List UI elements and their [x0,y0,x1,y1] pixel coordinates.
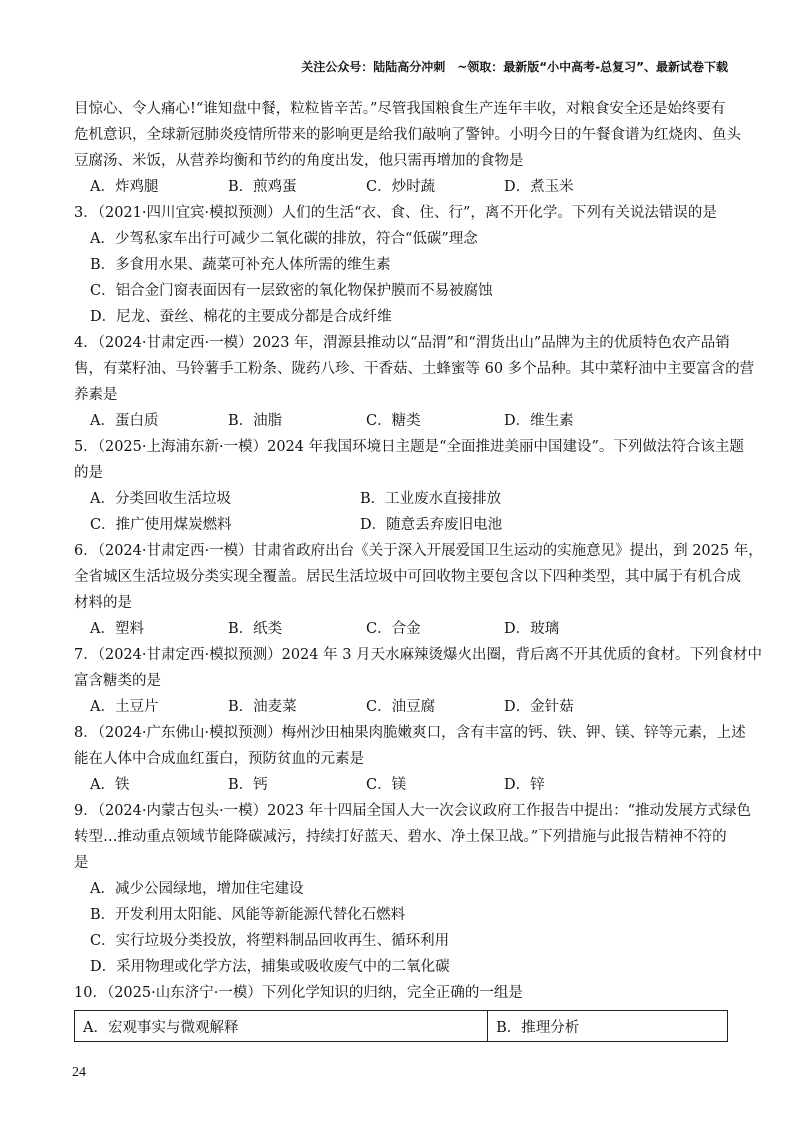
option-b[interactable]: B．开发利用太阳能、风能等新能源代替化石燃料 [90,907,406,923]
option-c[interactable]: C．铝合金门窗表面因有一层致密的氧化物保护膜而不易被腐蚀 [90,283,493,299]
option-d[interactable]: D．金针菇 [504,699,574,715]
option-d[interactable]: D．随意丢弃废旧电池 [360,517,503,533]
options-row [74,772,728,798]
option-a[interactable]: A．土豆片 [90,699,159,715]
option-b[interactable]: B．纸类 [228,621,283,637]
options-row [74,486,728,512]
question-5 [74,434,744,538]
option-c[interactable]: C．炒时蔬 [366,179,436,195]
option-d[interactable]: D．采用物理或化学方法，捕集或吸收废气中的二氧化碳 [90,959,450,975]
question-text-line: 6．（2024·甘肃定西·一模）甘肃省政府出台《关于深入开展爱国卫生运动的实施意见》提出，到 2025 年， [74,543,763,559]
question-text-line: 危机意识，全球新冠肺炎疫情所带来的影响更是给我们敲响了警钟。小明今日的午餐食谱为红烧肉、鱼头 [74,127,741,143]
options-row [74,512,728,538]
option-c[interactable]: C．油豆腐 [366,699,436,715]
question-6 [74,538,763,642]
option-c[interactable]: C．糖类 [366,413,421,429]
question-text-line: 4．（2024·甘肃定西·一模）2023 年，渭源县推动以“品渭”和“渭货出山”品牌为主的优质特色农产品销 [74,335,730,351]
question-text-line: 转型…推动重点领域节能降碳减污，持续打好蓝天、碧水、净土保卫战。”下列措施与此报告精神不符的 [74,829,727,845]
option-a[interactable]: A．蛋白质 [90,413,159,429]
table-cell-b[interactable]: B．推理分析 [488,1011,728,1042]
question-10 [74,980,728,1042]
option-d[interactable]: D．锌 [504,777,545,793]
page-header: 关注公众号：陆陆高分冲刺 ~领取：最新版“小中高考-总复习”、最新试卷下载 [301,60,728,74]
option-c[interactable]: C．推广使用煤炭燃料 [90,517,232,533]
exam-content [74,96,763,1042]
option-a[interactable]: A．少驾私家车出行可减少二氧化碳的排放，符合“低碳”理念 [90,231,478,247]
question-text-line: 富含糖类的是 [74,673,161,689]
table-cell-a[interactable]: A．宏观事实与微观解释 [75,1011,488,1042]
option-d[interactable]: D．玻璃 [504,621,560,637]
option-c[interactable]: C．合金 [366,621,421,637]
question-text-line: 售，有菜籽油、马铃薯手工粉条、陇药八珍、干香菇、土蜂蜜等 60 多个品种。其中菜籽油中主要富含的营 [74,361,755,377]
option-a[interactable]: A．分类回收生活垃圾 [90,491,231,507]
option-b[interactable]: B．油脂 [228,413,283,429]
question-text-line: 5．（2025·上海浦东新·一模）2024 年我国环境日主题是“全面推进美丽中国建设”。下列做法符合该主题 [74,439,744,455]
option-b[interactable]: B．煎鸡蛋 [228,179,297,195]
question-9 [74,798,752,980]
option-b[interactable]: B．多食用水果、蔬菜可补充人体所需的维生素 [90,257,391,273]
question-3 [74,200,728,330]
question-8 [74,720,746,798]
option-b[interactable]: B．钙 [228,777,268,793]
options-row [74,408,728,434]
option-a[interactable]: A．减少公园绿地，增加住宅建设 [90,881,304,897]
question-4 [74,330,755,434]
option-d[interactable]: D．煮玉米 [504,179,574,195]
option-a[interactable]: A．铁 [90,777,130,793]
options-row [74,174,728,200]
option-a[interactable]: A．塑料 [90,621,144,637]
table-row [75,1011,728,1042]
question-text-line: 7．（2024·甘肃定西·模拟预测）2024 年 3 月天水麻辣烫爆火出圈，背后离不开其优质的食材。下列食材中 [74,647,763,663]
option-c[interactable]: C．镁 [366,777,407,793]
question-text-line: 能在人体中合成血红蛋白，预防贫血的元素是 [74,751,364,767]
option-c[interactable]: C．实行垃圾分类投放，将塑料制品回收再生、循环利用 [90,933,450,949]
option-a[interactable]: A．炸鸡腿 [90,179,159,195]
question-text-line: 10．（2025·山东济宁·一模）下列化学知识的归纳，完全正确的一组是 [74,985,523,1001]
question-text-line: 3．（2021·四川宜宾·模拟预测）人们的生活“衣、食、住、行”，离不开化学。下列有关说法错误的是 [74,205,717,221]
option-d[interactable]: D．尼龙、蚕丝、棉花的主要成分都是合成纤维 [90,309,392,325]
question-text-line: 材料的是 [74,595,132,611]
question-text-line: 目惊心、令人痛心!“谁知盘中餐，粒粒皆辛苦。”尽管我国粮食生产连年丰收，对粮食安全还是始终要有 [74,101,726,117]
options-row [74,616,728,642]
question-text-line: 豆腐汤、米饭，从营养均衡和节约的角度出发，他只需再增加的食物是 [74,153,524,169]
page-number: 24 [72,1065,86,1080]
question-text-line: 养素是 [74,387,118,403]
question-text-line: 9．（2024·内蒙古包头·一模）2023 年十四届全国人大一次会议政府工作报告中提出：“推动发展方式绿色 [74,803,752,819]
question-7 [74,642,763,720]
question-text-line: 8．（2024·广东佛山·模拟预测）梅州沙田柚果肉脆嫩爽口，含有丰富的钙、铁、钾、镁、锌等元素，上述 [74,725,746,741]
option-b[interactable]: B．工业废水直接排放 [360,491,502,507]
question-2-continued [74,96,741,200]
question-text-line: 全省城区生活垃圾分类实现全覆盖。居民生活垃圾中可回收物主要包含以下四种类型，其中属于有机合成 [74,569,741,585]
question-text-line: 是 [74,855,89,871]
question-text-line: 的是 [74,465,103,481]
options-row [74,694,728,720]
option-b[interactable]: B．油麦菜 [228,699,297,715]
option-d[interactable]: D．维生素 [504,413,574,429]
knowledge-table [74,1010,728,1042]
